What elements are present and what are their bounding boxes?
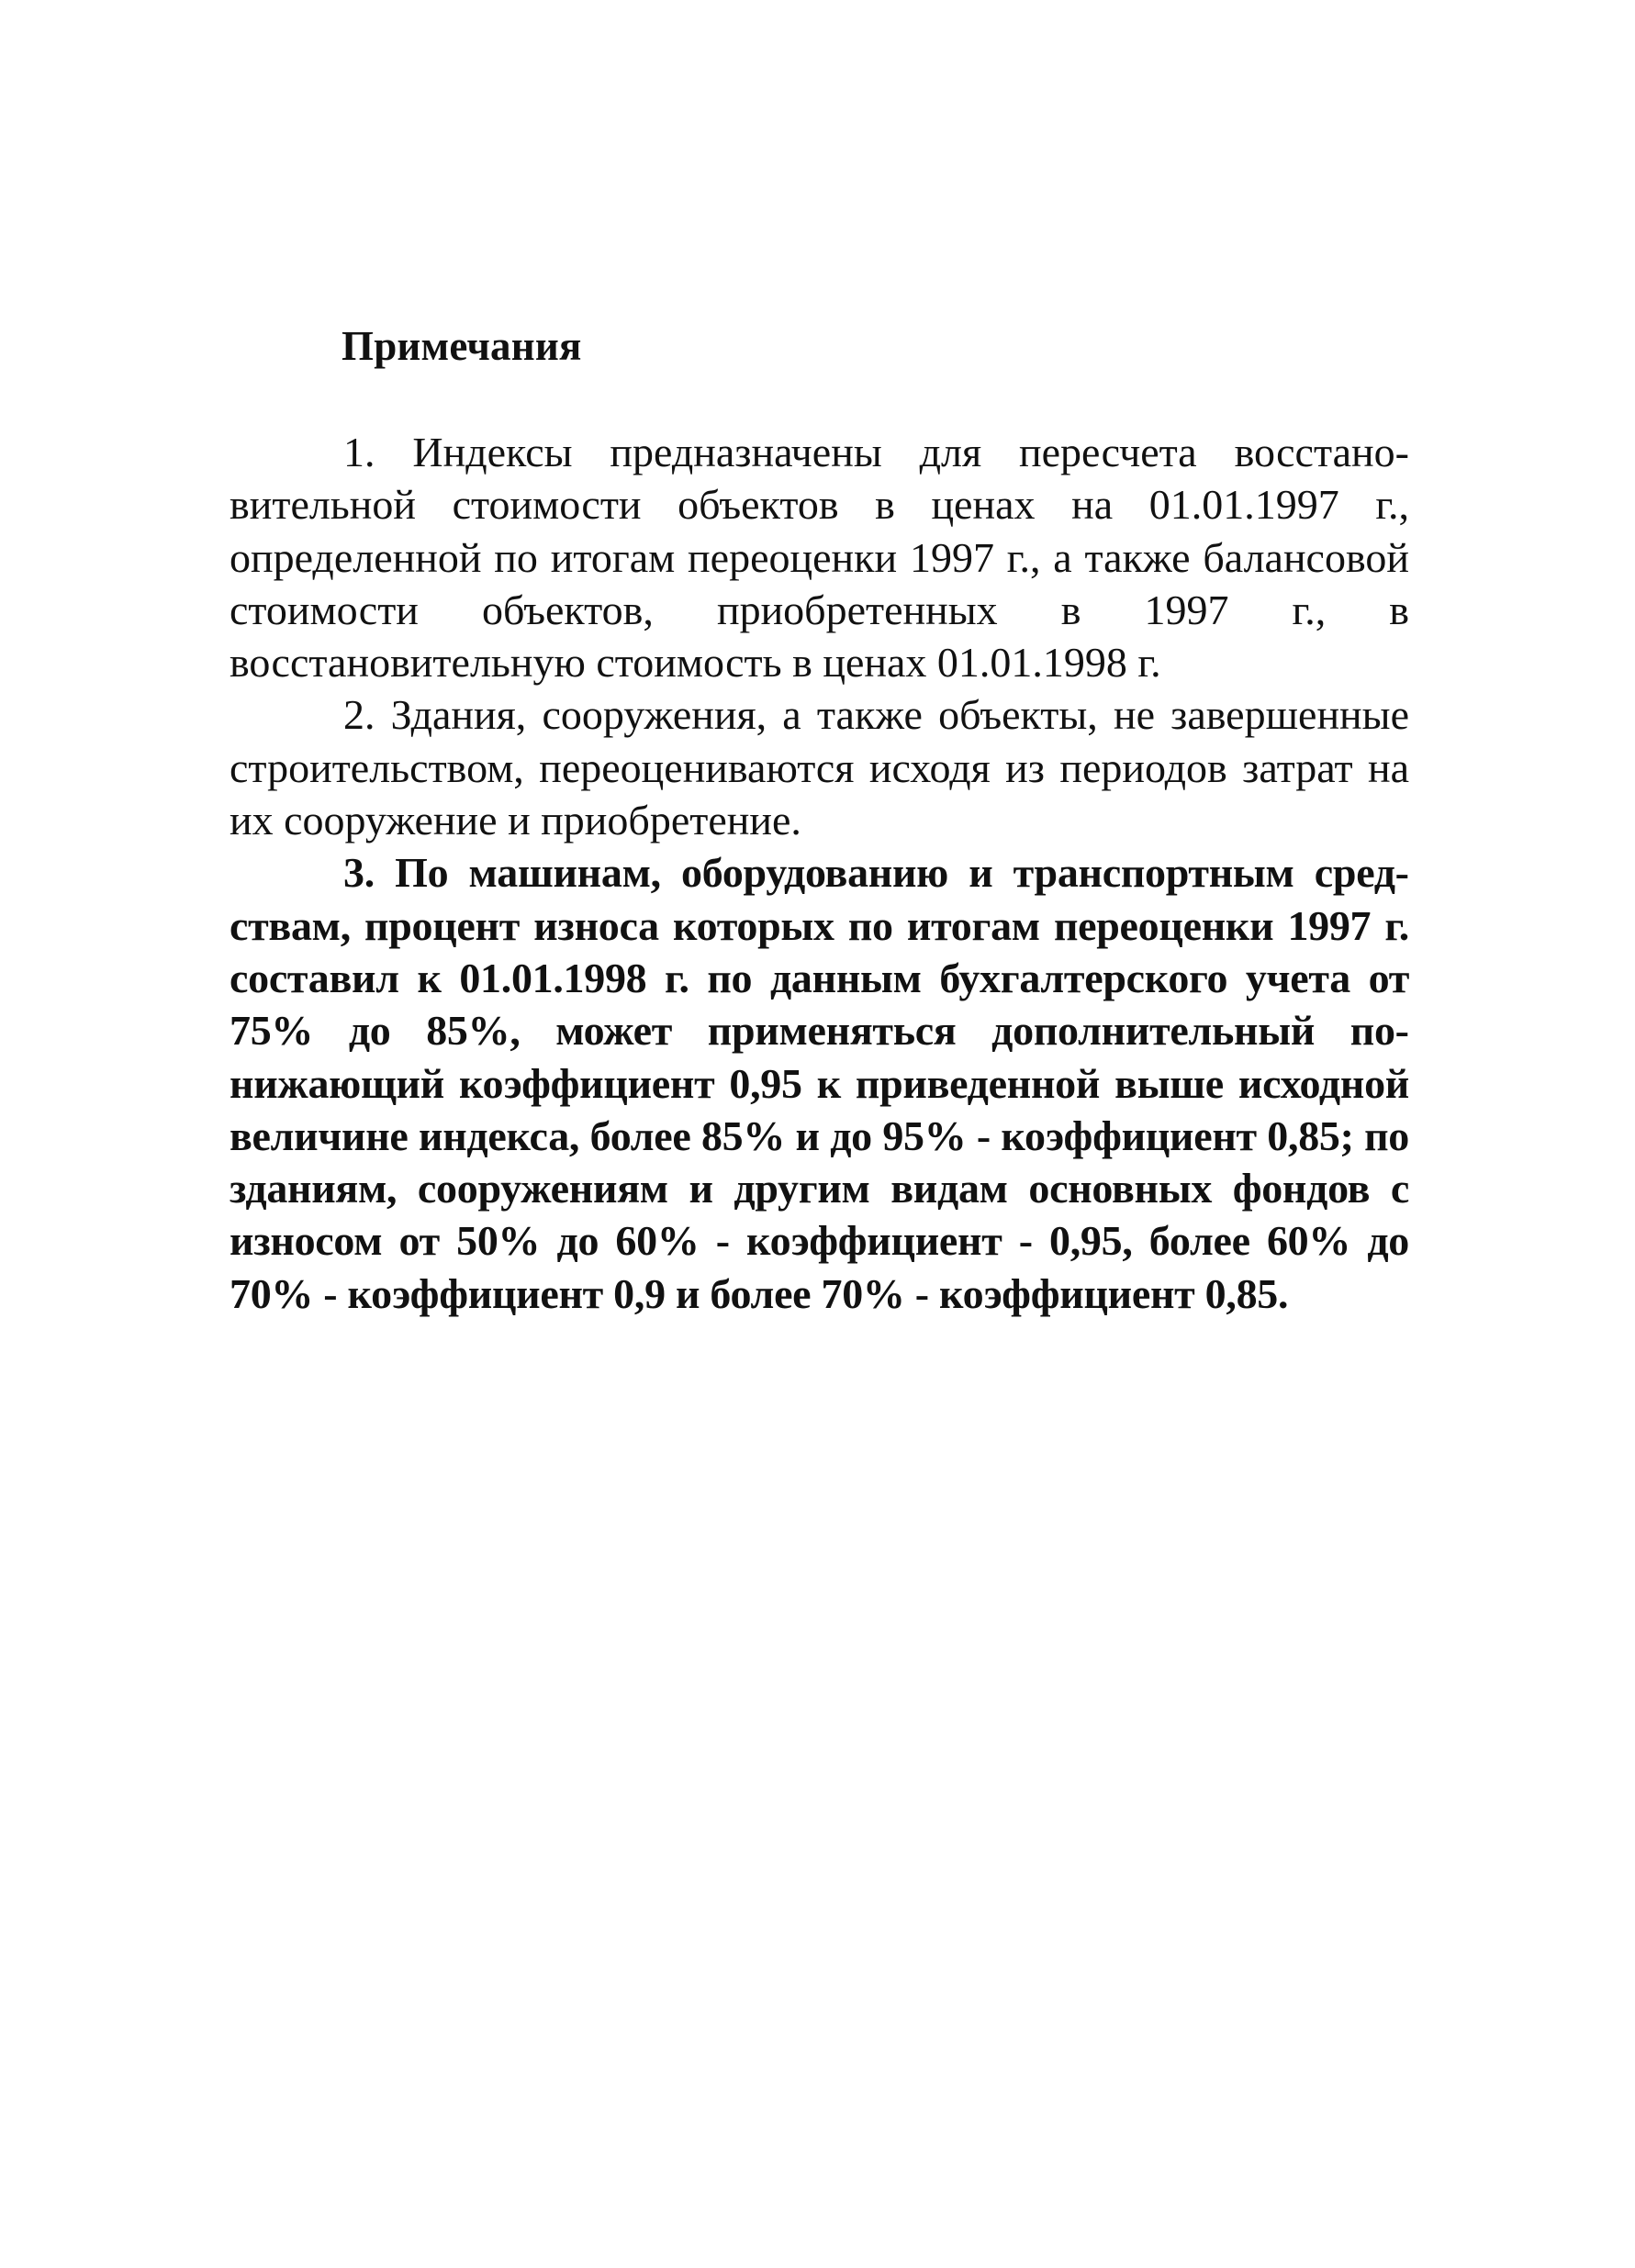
note-item-3: 3. По машинам, оборудованию и транспортным средствам, процент износа которых по итогам переоценки 1997 г. составил к 01.01.1998 г. по данным бухгалтерского учета от 75% до 85%, может применяться дополнительный понижающий коэффициент 0,95 к приведенной выше исходной величине индекса, более 85% и до 95% - коэффициент 0,85; по зданиям, сооружениям и другим видам основных фондов с износом от 50% до 60% - коэффициент - 0,95, более 60% до 70% - коэффициент 0,9 и более 70% - коэффициент 0,85. — [230, 849, 1409, 1317]
note-item-2: 2. Здания, сооружения, а также объекты, не завершенные строительством, переоцениваются исходя из периодов затрат на их сооружение и приобретение. — [230, 691, 1409, 844]
note-item-1: 1. Индексы предназначены для пересчета восстановительной стоимости объектов в ценах на 01.01.1997 г., определенной по итогам переоценки 1997 г., а также балансовой стоимости объектов, приобретенных в 1997 г., в восстановительную стоимость в ценах 01.01.1998 г. — [230, 429, 1409, 687]
notes-heading: Примечания — [342, 323, 582, 369]
notes-section — [230, 323, 1409, 1320]
